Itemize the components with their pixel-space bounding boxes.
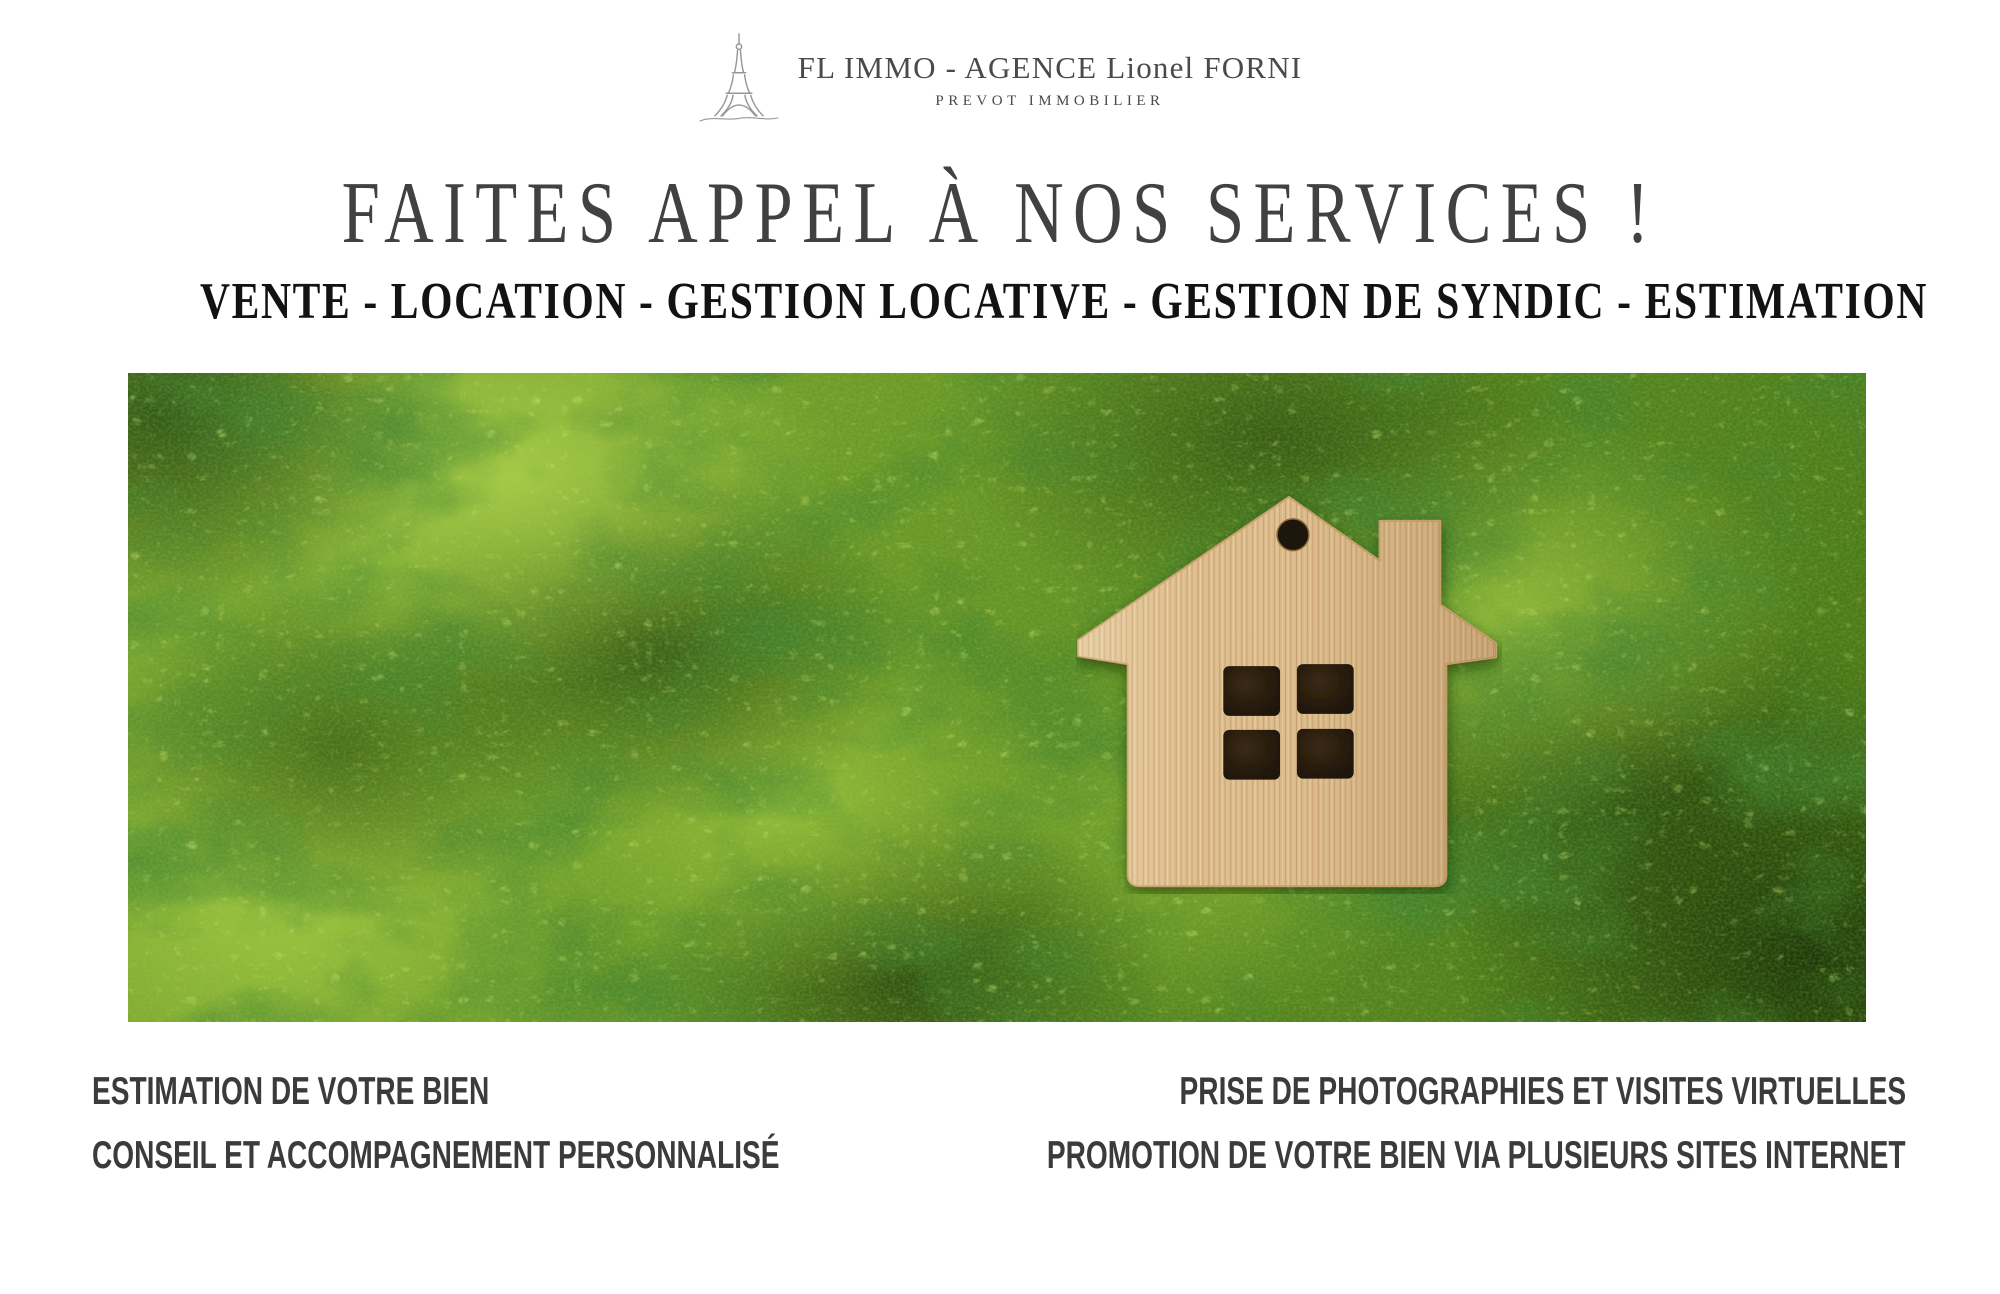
service-item-promotion: PROMOTION DE VOTRE BIEN VIA PLUSIEURS SITES INTERNET (1047, 1134, 1906, 1177)
brand-text-block (798, 50, 1303, 110)
moss-photo (128, 373, 1866, 1022)
service-item-estimation: ESTIMATION DE VOTRE BIEN (92, 1070, 490, 1113)
window-pane (1297, 664, 1354, 714)
window-pane (1297, 729, 1354, 779)
eiffel-tower-icon (698, 30, 780, 134)
moss-texture-overlay (128, 373, 1866, 1022)
window-pane (1223, 666, 1280, 716)
brand-tagline: PREVOT IMMOBILIER (935, 92, 1165, 109)
wooden-house-keychain (1076, 494, 1502, 894)
hero-title: FAITES APPEL À NOS SERVICES ! (341, 165, 1659, 262)
service-item-conseil: CONSEIL ET ACCOMPAGNEMENT PERSONNALISÉ (92, 1134, 780, 1177)
keyring-hole (1277, 519, 1309, 551)
hero-subtitle: VENTE - LOCATION - GESTION LOCATIVE - GESTION DE SYNDIC - ESTIMATION (200, 273, 1929, 330)
brand-logo (0, 24, 2000, 134)
brand-name: FL IMMO - AGENCE Lionel FORNI (797, 50, 1303, 85)
service-item-photographies: PRISE DE PHOTOGRAPHIES ET VISITES VIRTUELLES (1179, 1070, 1906, 1113)
window-pane (1223, 730, 1280, 780)
